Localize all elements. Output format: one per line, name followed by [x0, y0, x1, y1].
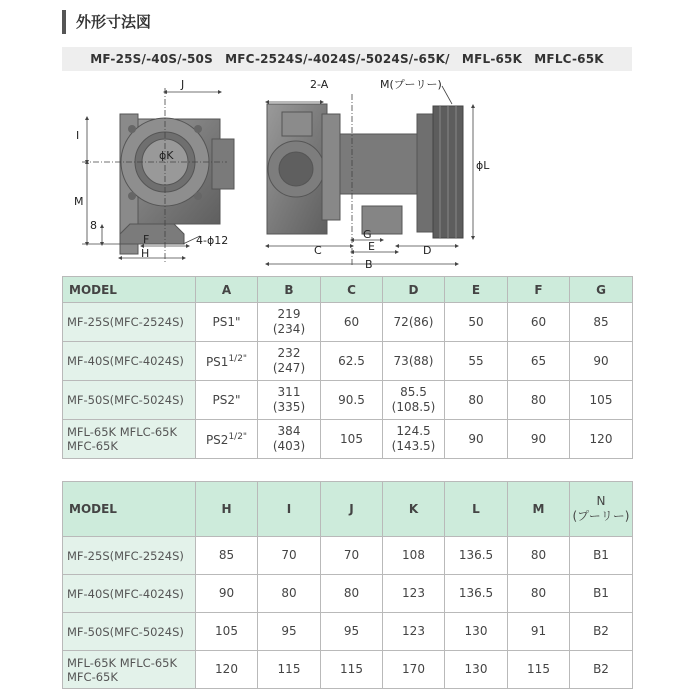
cell-f: 60	[508, 303, 570, 342]
cell-m: 115	[508, 651, 570, 689]
spec-table-2	[62, 481, 633, 689]
model-list-bar: MF-25S/-40S/-50S MFC-2524S/-4024S/-5024S/-65K/ MFL-65K MFLC-65K	[62, 47, 632, 71]
table-row	[63, 342, 633, 381]
table-2-header-i: I	[258, 482, 321, 537]
cell-n: B1	[570, 537, 633, 575]
cell-h: 105	[196, 613, 258, 651]
model-cell: MF-50S(MFC-5024S)	[63, 613, 196, 651]
dim-label-m: M	[74, 195, 84, 208]
cell-b: 219 (234)	[258, 303, 321, 342]
table-row	[63, 420, 633, 459]
table-2-header-m: M	[508, 482, 570, 537]
cell-k: 108	[383, 537, 445, 575]
cell-a-fraction: 1/2"	[228, 354, 248, 364]
cell-j: 115	[321, 651, 383, 689]
side-view-pump	[267, 104, 463, 238]
table-1-header-model: MODEL	[63, 277, 196, 303]
cell-i: 95	[258, 613, 321, 651]
dim-label-b: B	[365, 258, 373, 270]
cell-i: 70	[258, 537, 321, 575]
dim-label-f: F	[143, 233, 150, 246]
dim-label-phi-l: ϕL	[476, 159, 490, 172]
cell-j: 95	[321, 613, 383, 651]
table-2-header-row	[63, 482, 633, 537]
cell-g: 105	[570, 381, 633, 420]
cell-l: 136.5	[445, 575, 508, 613]
cell-k: 123	[383, 613, 445, 651]
cell-a-fraction: 1/2"	[228, 432, 248, 442]
cell-a	[196, 420, 258, 459]
model-cell: MF-25S(MFC-2524S)	[63, 537, 196, 575]
dim-label-pulley: M(プーリー)	[380, 78, 442, 91]
cell-c: 62.5	[321, 342, 383, 381]
dimension-drawing	[62, 74, 632, 270]
table-1-header-d: D	[383, 277, 445, 303]
cell-h: 85	[196, 537, 258, 575]
model-cell: MFL-65K MFLC-65K MFC-65K	[63, 651, 196, 689]
cell-c: 105	[321, 420, 383, 459]
cell-h: 90	[196, 575, 258, 613]
front-view-pump	[120, 114, 234, 254]
table-2-header-l: L	[445, 482, 508, 537]
cell-m: 80	[508, 575, 570, 613]
cell-b: 311 (335)	[258, 381, 321, 420]
cell-d: 73(88)	[383, 342, 445, 381]
cell-c: 60	[321, 303, 383, 342]
table-1-header-e: E	[445, 277, 508, 303]
table-2-header-h: H	[196, 482, 258, 537]
model-cell: MF-40S(MFC-4024S)	[63, 575, 196, 613]
cell-n: B2	[570, 651, 633, 689]
cell-f: 65	[508, 342, 570, 381]
cell-b: 384 (403)	[258, 420, 321, 459]
cell-c: 90.5	[321, 381, 383, 420]
cell-a-base: PS1	[205, 355, 229, 369]
model-cell: MF-25S(MFC-2524S)	[63, 303, 196, 342]
table-2-header-k: K	[383, 482, 445, 537]
cell-k: 123	[383, 575, 445, 613]
cell-g: 90	[570, 342, 633, 381]
cell-a: PS2"	[196, 381, 258, 420]
table-1-header-c: C	[321, 277, 383, 303]
cell-d: 72(86)	[383, 303, 445, 342]
cell-e: 50	[445, 303, 508, 342]
cell-n: B1	[570, 575, 633, 613]
table-row	[63, 613, 633, 651]
section-title: 外形寸法図	[62, 10, 151, 34]
cell-m: 91	[508, 613, 570, 651]
table-1-header-a: A	[196, 277, 258, 303]
cell-j: 80	[321, 575, 383, 613]
dim-label-i: I	[76, 129, 80, 142]
cell-h: 120	[196, 651, 258, 689]
cell-j: 70	[321, 537, 383, 575]
cell-d: 85.5 (108.5)	[383, 381, 445, 420]
cell-a	[196, 342, 258, 381]
dim-label-e: E	[368, 240, 375, 253]
cell-l: 136.5	[445, 537, 508, 575]
dim-label-j: J	[181, 78, 185, 91]
cell-l: 130	[445, 613, 508, 651]
cell-i: 80	[258, 575, 321, 613]
cell-d: 124.5 (143.5)	[383, 420, 445, 459]
table-2-header-model: MODEL	[63, 482, 196, 537]
cell-l: 130	[445, 651, 508, 689]
cell-a-base: PS2	[205, 433, 229, 447]
cell-a: PS1"	[196, 303, 258, 342]
model-cell: MF-50S(MFC-5024S)	[63, 381, 196, 420]
table-row	[63, 537, 633, 575]
cell-g: 85	[570, 303, 633, 342]
table-2-header-n: N (プーリー)	[570, 482, 633, 537]
cell-e: 80	[445, 381, 508, 420]
dim-label-phi-k: ϕK	[159, 149, 174, 162]
cell-e: 55	[445, 342, 508, 381]
dim-label-2a: 2-A	[310, 78, 329, 91]
dim-label-8: 8	[90, 219, 97, 232]
dim-label-h: H	[141, 247, 150, 260]
cell-g: 120	[570, 420, 633, 459]
dim-label-g: G	[363, 228, 372, 241]
cell-b: 232 (247)	[258, 342, 321, 381]
model-cell: MF-40S(MFC-4024S)	[63, 342, 196, 381]
table-1-header-f: F	[508, 277, 570, 303]
cell-e: 90	[445, 420, 508, 459]
cell-f: 80	[508, 381, 570, 420]
dim-label-d: D	[423, 244, 432, 257]
cell-k: 170	[383, 651, 445, 689]
dim-label-holes: 4-ϕ12	[196, 234, 229, 247]
cell-f: 90	[508, 420, 570, 459]
cell-i: 115	[258, 651, 321, 689]
model-cell: MFL-65K MFLC-65K MFC-65K	[63, 420, 196, 459]
table-2-header-j: J	[321, 482, 383, 537]
table-row	[63, 575, 633, 613]
table-1-header-b: B	[258, 277, 321, 303]
table-1-header-row	[63, 277, 633, 303]
table-row	[63, 381, 633, 420]
spec-table-1	[62, 276, 633, 459]
table-row	[63, 651, 633, 689]
cell-n: B2	[570, 613, 633, 651]
table-row	[63, 303, 633, 342]
cell-m: 80	[508, 537, 570, 575]
table-1-header-g: G	[570, 277, 633, 303]
dim-label-c: C	[314, 244, 322, 257]
